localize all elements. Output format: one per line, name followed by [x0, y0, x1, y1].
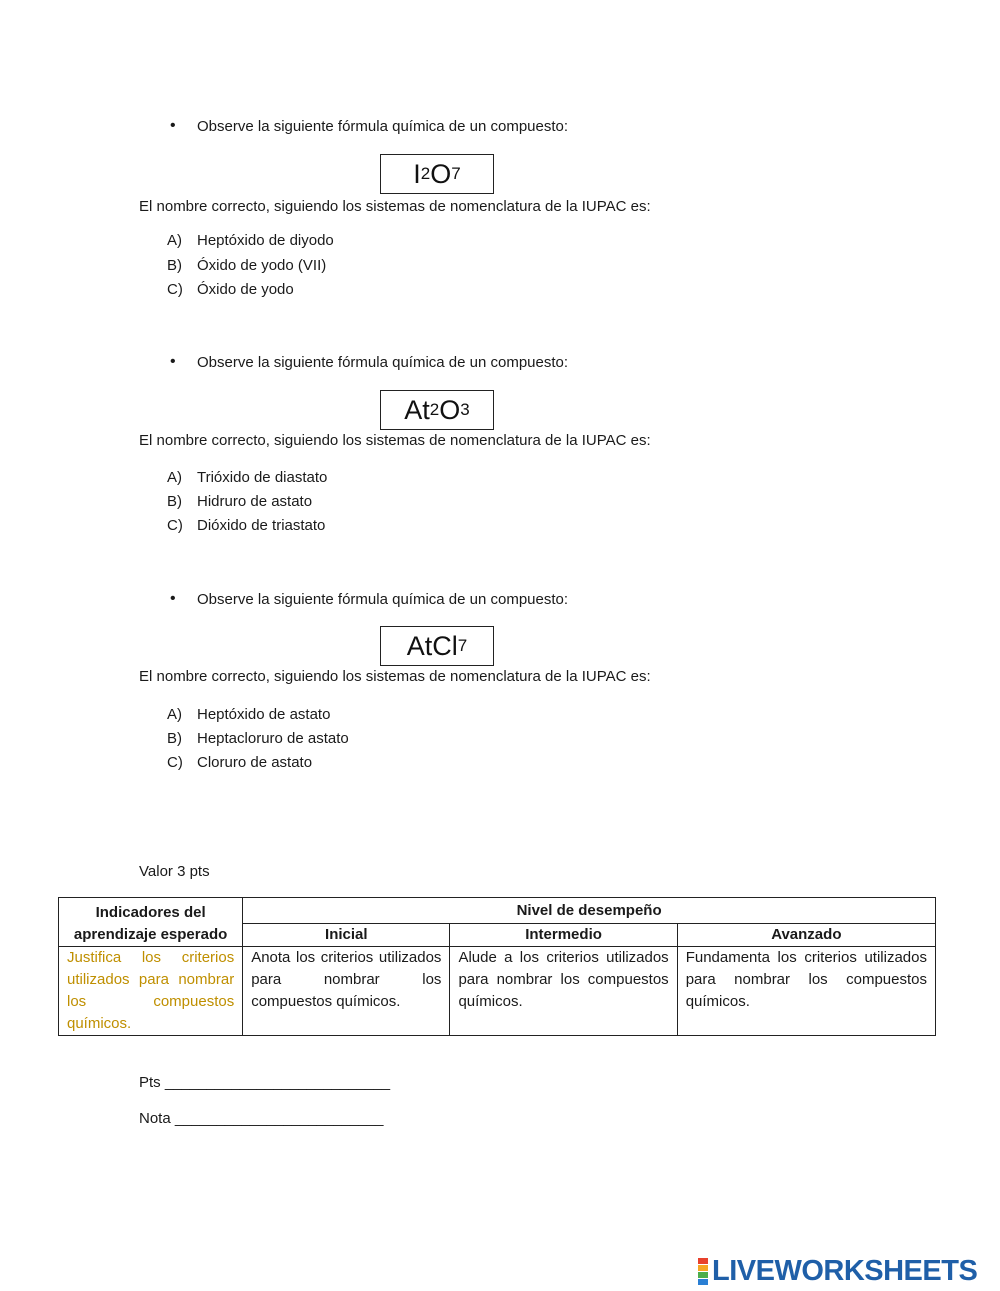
option-text: Hidruro de astato [197, 493, 313, 510]
indicator-header: Indicadores del aprendizaje esperado [59, 898, 243, 947]
formula-3-element-1: AtCl [406, 630, 458, 661]
logo-blocks-icon [698, 1258, 708, 1285]
option-text: Óxido de yodo (VII) [197, 257, 327, 274]
option-letter: C) [167, 517, 183, 534]
question-2-option-b[interactable] [167, 492, 312, 512]
level-avanzado: Avanzado [677, 923, 935, 946]
bullet-icon: • [170, 117, 176, 134]
question-2-intro: Observe la siguiente fórmula química de un compuesto: [197, 354, 569, 371]
valor-label: Valor 3 pts [139, 863, 210, 880]
formula-box-2 [380, 390, 494, 430]
indicator-text: Justifica los criterios utilizados para nombrar los compuestos químicos. [59, 947, 243, 1036]
descriptor-avanzado: Fundamenta los criterios utilizados para nombrar los compuestos químicos. [677, 947, 935, 1036]
formula-box-3 [380, 626, 494, 666]
level-header: Nivel de desempeño [243, 898, 936, 924]
question-1-option-a[interactable] [167, 231, 334, 251]
descriptor-intermedio: Alude a los criterios utilizados para nombrar los compuestos químicos. [450, 947, 677, 1036]
question-2-prompt: El nombre correcto, siguiendo los sistemas de nomenclatura de la IUPAC es: [139, 432, 651, 449]
option-letter: A) [167, 706, 182, 723]
bullet-icon: • [170, 353, 176, 370]
question-3-option-c[interactable] [167, 753, 312, 773]
formula-3-subscript-1: 7 [457, 636, 468, 655]
question-3-option-b[interactable] [167, 729, 349, 749]
option-letter: B) [167, 730, 182, 747]
question-3-option-a[interactable] [167, 705, 330, 725]
option-text: Óxido de yodo [197, 281, 294, 298]
liveworksheets-logo [698, 1255, 977, 1288]
formula-1-subscript-1: 2 [420, 164, 431, 183]
formula-2-subscript-1: 2 [429, 400, 440, 419]
option-text: Cloruro de astato [197, 754, 313, 771]
formula-2-element-2: O [439, 394, 461, 425]
question-3-intro: Observe la siguiente fórmula química de un compuesto: [197, 591, 569, 608]
level-intermedio: Intermedio [450, 923, 677, 946]
bullet-icon: • [170, 590, 176, 607]
option-text: Heptóxido de astato [197, 706, 331, 723]
rubric-table [58, 897, 936, 1036]
question-2-option-a[interactable] [167, 468, 327, 488]
formula-box-1 [380, 154, 494, 194]
level-inicial: Inicial [243, 923, 450, 946]
rubric-header-row [59, 898, 936, 924]
option-letter: A) [167, 469, 182, 486]
formula-1-subscript-2: 7 [451, 164, 461, 183]
option-text: Heptacloruro de astato [197, 730, 349, 747]
formula-1-element-2: O [430, 158, 452, 189]
formula-1-element-1: I [413, 158, 421, 189]
formula-2-subscript-2: 3 [460, 400, 470, 419]
question-1-intro: Observe la siguiente fórmula química de un compuesto: [197, 118, 569, 135]
option-letter: A) [167, 232, 182, 249]
descriptor-inicial: Anota los criterios utilizados para nombrar los compuestos químicos. [243, 947, 450, 1036]
option-letter: B) [167, 493, 182, 510]
question-1-option-b[interactable] [167, 256, 326, 276]
question-1-prompt: El nombre correcto, siguiendo los sistemas de nomenclatura de la IUPAC es: [139, 198, 651, 215]
brand-text: LIVEWORKSHEETS [712, 1255, 978, 1287]
question-3-prompt: El nombre correcto, siguiendo los sistemas de nomenclatura de la IUPAC es: [139, 668, 651, 685]
pts-line[interactable]: Pts ___________________________ [139, 1074, 391, 1091]
question-2-option-c[interactable] [167, 516, 325, 536]
option-text: Dióxido de triastato [197, 517, 326, 534]
nota-line[interactable]: Nota _________________________ [139, 1110, 384, 1127]
formula-2-element-1: At [404, 394, 430, 425]
question-1-option-c[interactable] [167, 280, 294, 300]
option-letter: B) [167, 257, 182, 274]
option-text: Heptóxido de diyodo [197, 232, 334, 249]
option-letter: C) [167, 754, 183, 771]
option-letter: C) [167, 281, 183, 298]
rubric-body-row [59, 947, 936, 1036]
option-text: Trióxido de diastato [197, 469, 328, 486]
